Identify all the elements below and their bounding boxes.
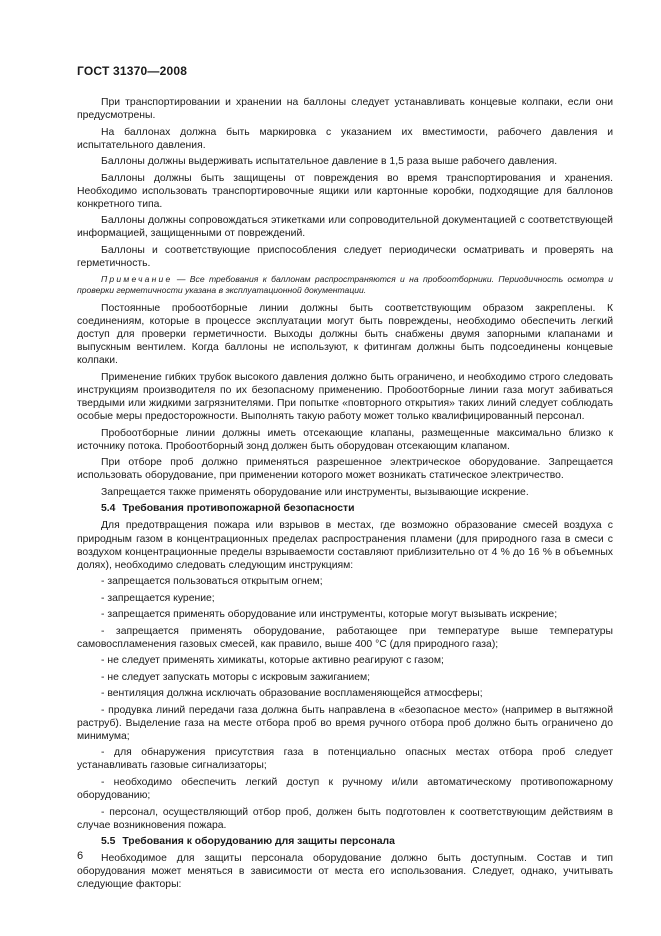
document-header: ГОСТ 31370—2008 xyxy=(77,64,188,78)
list-item: - вентиляция должна исключать образование воспламеняющейся атмосферы; xyxy=(101,688,483,700)
list-item: - запрещается применять оборудование, работающее при температуре выше температуры самовоспламенения газовых смесей, как правило, выше 400 °С (для природного газа); xyxy=(77,625,613,650)
note-label: Примечание xyxy=(101,274,173,285)
paragraph: При отборе проб должно применяться разрешенное электрическое оборудование. Запрещается использовать оборудование, при применении которого может возникать статическое электричество. xyxy=(77,457,613,482)
list-item: - запрещается пользоваться открытым огнем; xyxy=(101,576,323,588)
section-heading-5-5 xyxy=(101,835,613,848)
section-number: 5.4 xyxy=(101,503,116,515)
list-item: - запрещается курение; xyxy=(101,592,215,604)
paragraph: Необходимое для защиты персонала оборудование должно быть доступным. Состав и тип оборудования может меняться в зависимости от места его использования. Следует, однако, учитывать следующие факторы: xyxy=(77,853,613,891)
section-heading-5-4 xyxy=(101,502,613,515)
section-title: Требования к оборудованию для защиты персонала xyxy=(122,836,395,848)
paragraph: Пробоотборные линии должны иметь отсекающие клапаны, размещенные максимально близко к источнику потока. Пробоотборный зонд должен быть оборудован отсекающим клапаном. xyxy=(77,427,613,452)
list-item: - не следует запускать моторы с искровым зажиганием; xyxy=(101,671,371,683)
paragraph: Баллоны должны выдерживать испытательное давление в 1,5 раза выше рабочего давления. xyxy=(101,156,558,168)
paragraph: Для предотвращения пожара или взрывов в местах, где возможно образование смесей воздуха с природным газом в концентрационных пределах распространения пламени (для природного газа в смеси с воздухом концентрационные пределы взрываемости составляют приблизительно от 4 % до 16 % в объемных долях), необходимо следовать следующим инструкциям: xyxy=(77,520,613,571)
paragraph: Запрещается также применять оборудование или инструменты, вызывающие искрение. xyxy=(101,486,529,498)
list-item: - запрещается применять оборудование или инструменты, которые могут вызывать искрение; xyxy=(101,609,558,621)
list-item: - продувка линий передачи газа должна быть направлена в «безопасное место» (например в вытяжной раструб). Выделение газа на месте отбора проб во время ручного отбора проб должно быть ограничено до минимума; xyxy=(77,704,613,742)
page-number: 6 xyxy=(77,850,84,862)
paragraph: Баллоны должны сопровождаться этикетками или сопроводительной документацией с соответствующей информацией, защищенными от повреждений. xyxy=(77,215,613,240)
section-number: 5.5 xyxy=(101,836,116,848)
note xyxy=(77,274,613,296)
paragraph: На баллонах должна быть маркировка с указанием их вместимости, рабочего давления и испытательного давления. xyxy=(77,126,613,151)
list-item: - персонал, осуществляющий отбор проб, должен быть подготовлен к соответствующим действиям в случае возникновения пожара. xyxy=(77,806,613,831)
list-item: - для обнаружения присутствия газа в потенциально опасных местах отбора проб следует устанавливать газовые сигнализаторы; xyxy=(77,747,613,772)
paragraph: Применение гибких трубок высокого давления должно быть ограничено, и необходимо строго следовать инструкциям производителя по их безопасному применению. Пробоотборные линии газа могут забиваться твердыми или жидкими загрязнителями. При попытке «повторного открытия» таких линий следует соблюдать особые меры предосторожности. Выполнять такую работу может только квалифицированный персонал. xyxy=(77,371,613,423)
page-body xyxy=(77,96,613,895)
list-item: - не следует применять химикаты, которые активно реагируют с газом; xyxy=(101,655,444,667)
paragraph: Баллоны должны быть защищены от повреждения во время транспортирования и хранения. Необходимо использовать транспортировочные ящики или картонные коробки, подходящие для баллонов конкретного типа. xyxy=(77,172,613,210)
paragraph: При транспортировании и хранении на баллоны следует устанавливать концевые колпаки, если они предусмотрены. xyxy=(77,97,613,122)
paragraph: Баллоны и соответствующие приспособления следует периодически осматривать и проверять на герметичность. xyxy=(77,244,613,269)
paragraph: Постоянные пробоотборные линии должны быть соответствующим образом закреплены. К соединениям, которые в процессе эксплуатации могут быть повреждены, необходимо обеспечить легкий доступ для проверки герметичности. Выходы должны быть снабжены двумя запорными клапанами и выпускным вентилем. Когда баллоны не используют, к фитингам должны быть подсоединены концевые колпаки. xyxy=(77,303,613,367)
section-title: Требования противопожарной безопасности xyxy=(122,503,355,515)
list-item: - необходимо обеспечить легкий доступ к ручному и/или автоматическому противопожарному оборудованию; xyxy=(77,776,613,802)
note-text: — Все требования к баллонам распространяются и на пробоотборники. Периодичность осмотра и проверки герметичности указана в эксплуатационной документации. xyxy=(77,274,613,296)
